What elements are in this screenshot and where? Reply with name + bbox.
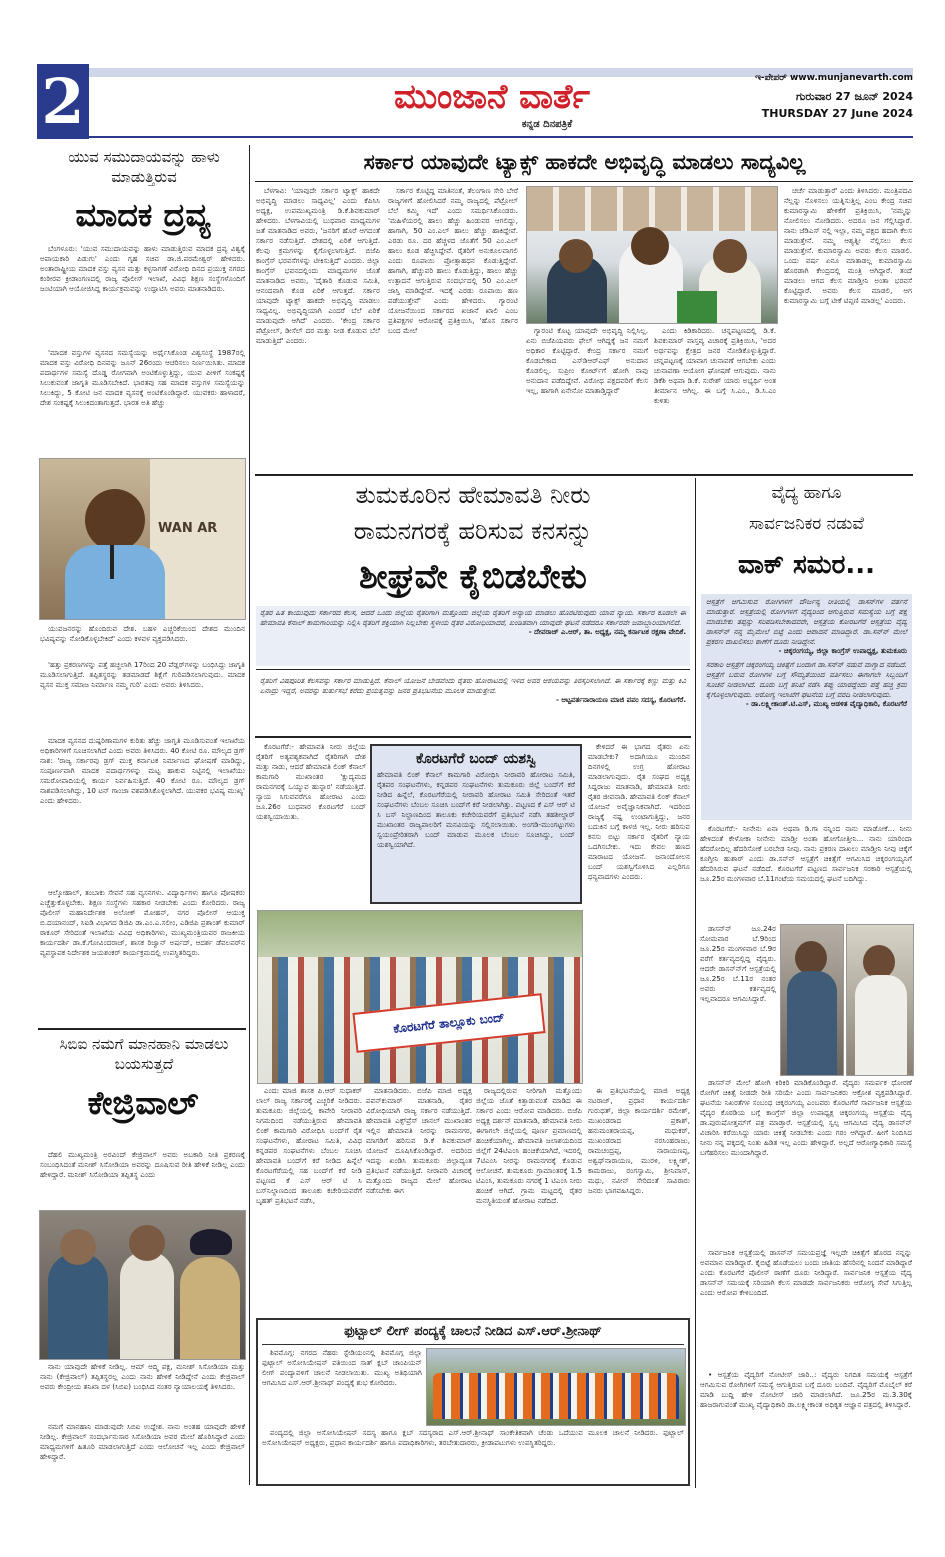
- football-bottom-text: ಪಂದ್ಯದಲ್ಲಿ ಜಿಲ್ಲಾ ಅಸೋಸಿಯೇಷನ್ ಸದಸ್ಯ ಹಾಗೂ ಕ್ಲಬ್ ಸದಸ್ಯರಾದ ಎಸ್.ಆರ್.ಶ್ರೀನಾಥ್ ಸಾಂಕೇತಿಕವಾಗಿ ಚೆಂಡು ಒದೆಯುವ ಮೂಲಕ ಚಾಲನೆ ನೀಡಿದರು. ಫುಟ್ಬಾಲ್ ಅಸೋಸಿಯೇಷನ್ ಅಧ್ಯಕ್ಷರು, ಪ್ರಧಾನ ಕಾರ್ಯದರ್ಶಿ ಹಾಗೂ ಪದಾಧಿಕಾರಿಗಳು, ತರಬೇತುದಾರರು, ಕ್ರೀಡಾಪಟುಗಳು ಉಪಸ್ಥಿತರಿದ್ದರು.: [262, 1428, 684, 1447]
- kejriwal-body-1: [40, 1150, 245, 1205]
- tax-col-4-text: ಚರ್ಚೆ ಮಾಡುತ್ತಾರೆ' ಎಂದು ತಿಳಿಸಿದರು. ಮಂತ್ರಿಪದವಿ ನೆಲ್ಲನ್ನು ನೊಳಿಸಲು ಯತ್ನಿಸುತ್ತಿಲ್ಲ ಎಂಬ ಕೇಂದ್ರ ಸಚಿವ ಕುಮಾರಸ್ವಾಮಿ ಹೇಳಿಕೆಗೆ ಪ್ರತಿಕ್ರಿಯಿಸಿ, 'ನಮ್ಮನ್ನು ನೋಲಿಸಲು ನೋಡಿದರು. ಅದರೂ ಜನ ಗೆಲ್ಲಿಸಿದ್ದಾರೆ. ನಾನು ಜೆಡಿಎಸ್ ನಲ್ಲಿ ಇಲ್ಲಾ, ನಮ್ಮ ಪಕ್ಷದ ಹದಾಗಿ ಕೆಲಸ ಮಾಡುತ್ತೇನೆ. ನಮ್ಮ ಆಶ್ಯತ್ನೀ ನೆಲ್ಲಿಸಲು ಕೆಲಸ ಮಾಡುತ್ತೇನೆ. ಕುಮಾರಸ್ವಾಮಿ ಅವರು ಕೆಲಸ ಮಾಡಲಿ. ಒಂದು ವರ್ಷ ಏನೂ ಮಾತಾಡಲ್ಲ ಕುಮಾರಸ್ವಾಮಿ ಹೊರಡಾಗಿ ಕೇಂದ್ರದಲ್ಲಿ ಮಂತ್ರಿ ಆಗಿದ್ದಾರೆ. ತಂದೆ ಮಾಡಲು ಆಗದ ಕೆಲಸ ಮಾಡ್ತೀನಿ ಅಂತಾ ಭರವಸೆ ಕೊಟ್ಟಿದ್ದಾರೆ. ಅವರು ಕೆಲಸ ಮಾಡಲಿ, ಆಗ ಕುಮಾರಸ್ವಾಮಿ ಬಗ್ಗೆ ಟೀಕೆ ಟಿಪ್ಪಣಿ ಮಾಡಲ್ಲ' ಎಂದರು.: [784, 186, 912, 305]
- madaka-body-4: [40, 660, 245, 732]
- madaka-para-2: 'ಮಾದಕ ವಸ್ತುಗಳ ವ್ಯಸನದ ಸಮಸ್ಯೆಯನ್ನು ಅರ್ಥೈಸಿಕೊಂಡ ವಿಶ್ವಸಂಸ್ಥೆ 1987ರಲ್ಲಿ ಮಾದಕ ವಸ್ತು ವಿರೋಧಿ ದಿನವನ್ನು ಜೂನ್ 26ರಂದು ಆಚರಿಸಲು ನಿರ್ಣಯಿಸಿತು. ಮಾದಕ ಪದಾರ್ಥಗಳ ಸಮಸ್ಯೆ ದೊಡ್ಡ ರೋಗವಾಗಿ ಅಂಟಿಕೊಳ್ಳುತ್ತಿದ್ದು, ಯುವ ಪೀಳಿಗೆ ಸಂಕಷ್ಟಕ್ಕೆ ಸಿಲುಕುವಂತೆ ಜಾಗೃತಿ ಮೂಡಿಸಬೇಕಿದೆ. ಭಾರತವು ಸಹ ಮಾದಕ ವಸ್ತುಗಳ ಸಮಸ್ಯೆಯನ್ನು ಸಿಲುಕಿದ್ದು, 5 ಕೋಟಿ ಜನ ಮಾದಕ ವ್ಯಸನಕ್ಕೆ ಅಂಟಿಕೊಂಡಿದ್ದಾರೆ. ಯುವಕರು ಹಾಳಾದರೆ, ದೇಶ ಸಂಕಷ್ಟಕ್ಕೆ ಸಿಲುಕಿದಂತಾಗುತ್ತದೆ. ಭಾರತ ಅತಿ ಹೆಚ್ಚು: [40, 348, 245, 407]
- kejriwal-para-3: ನಮಗೆ ಮಾನಹಾನಿ ಮಾಡುವುದೇ ಸಿಬಿಐ ಉದ್ದೇಶ. ನಾನು ಅಂತಹ ಯಾವುದೇ ಹೇಳಿಕೆ ನೀಡಿಲ್ಲ. ಕೇಜ್ರಿವಾಲ್ ಸಂದರ್ಭಾನುಸಾರ ಸಿಸೋಡಿಯಾ ಅವರ ಮೇಲೆ ಹೊರಿಸಿದ್ದಾರೆ ಎಂದು ಮಾಧ್ಯಮಗಳಿಗೆ ಹಿತೂರಿ ಮಾಡಲಾಗುತ್ತಿದೆ ಎಂದು ಆಲೋಚನೆ ಇಲ್ಲ ಎಂದು ಕೇಜ್ರಿವಾಲ್ ಹೇಳಿದ್ದಾರೆ.: [40, 1422, 245, 1461]
- football-headline: ಫುಟ್ಬಾಲ್ ಲೀಗ್ ಪಂದ್ಯಕ್ಕೆ ಚಾಲನೆ ನೀಡಿದ ಎಸ್.ಆರ್.ಶ್ರೀನಾಥ್: [262, 1320, 684, 1345]
- vaidya-body-2-text: ಡಾಸನ್‌ನ್ ಮೇಲೆ ಹೋಗಿ ಕಿರಿಕಿರಿ ಮಾಡಿಕೊಂಡಿದ್ದಾರೆ. ವೈದ್ಯರು ಸಮರ್ಪಕ ಧೋರಣೆ ರೋಗಿಗೆ ಚಿಕಿತ್ಸೆ ನೀಡದೇ ರೀತಿ ಸರಿಯೇ ಎಂದು ಸಾರ್ವಜನಿಕರು ಆಕ್ರೋಶ ವ್ಯಕ್ತಪಡಿಸಿದ್ದಾರೆ. ಘಟನೆಯ ನಿಖರತೆಗಳ ಸಂಬಂಧ ಚಿಕ್ಕರಂಗಯ್ಯ ಎಂಬವರು ಕೊರಟಗೆರೆ ಸಾರ್ವಜನಿಕ ಆಸ್ಪತ್ರೆಯ ವೈದ್ಯರ ಕೊಠಡಿಯ ಬಗ್ಗೆ ಕಾಂಗ್ರೆಸ್ ಜಿಲ್ಲಾ ಉಪಾಧ್ಯಕ್ಷ ಚಿಕ್ಕರಂಗಯ್ಯ ಆಸ್ಪತ್ರೆಯ ವೈದ್ಯ ಡಾ.ಪುರುಷೋತ್ತಮ್‌ಗೆ ಪತ್ರ ಮಾಡ್ತಾರೆ. ಆಸ್ಪತ್ರೆಯಲ್ಲಿ ಸ್ವಲ್ಪ ಆಗಮಿಸಿದ ವೈದ್ಯ ಡಾಸನ್‌ನ್ ವಿಚಾರಿಸಿ ಕರೆಯಿಸಿದ್ದು ಯಾರು ಚಿಕಿತ್ಸೆ ನೀಡಬೇಕು ಎಂದು ಗರಂ ಆಗಿದ್ದಾರೆ. ಹೀಗೆ ನಿಂದಿಸಿದ ನೀನು ನನ್ನ ಪಕ್ಕದಲ್ಲಿ ನಿಂತು ಹಿಡಿತ ಇಲ್ಲ ಎಂದು ಹೇಳಿದ್ದಾರೆ. ಅಲ್ಲದೆ ಆರೋಗ್ಯಾಧಿಕಾರಿ ಸಮಸ್ಯೆ ಬಗೆಹರಿಸಲು ಮುಂದಾಗಿದ್ದಾರೆ.: [700, 1078, 912, 1157]
- patient-head: [863, 945, 895, 979]
- vaidya-body-4: [700, 1370, 912, 1486]
- vaidya-body-4-text: • ಆಸ್ಪತ್ರೆಯ ವೈದ್ಯರಿಗೆ ನೋಟೀಸ್ ಜಾರಿ..: ವೈದ್ಯರು ನಿಗದಿತ ಸಮಯಕ್ಕೆ ಆಸ್ಪತ್ರೆಗೆ ಆಗಮಿಸುವ ರೋಗಿಗಳಿಗೆ ಸಮಸ್ಯೆ ಆಗುತ್ತಿರುವ ಬಗ್ಗೆ ದೂರು ಬಂದಿವೆ. ವೈದ್ಯರಿಗೆ ಮೊಬೈಲ್ ಕರೆ ಮಾಡಿ ಬುದ್ದಿ ಹೇಳಿ ನೋಟೀಸ್ ಜಾರಿ ಮಾಡಲಾಗಿದೆ. ಜೂ.25ರ ಮ.3.30ಕ್ಕೆ ಹಾಜರಾಗುವಂತೆ ಮುಖ್ಯ ವೈದ್ಯಾಧಿಕಾರಿ ಡಾ.ಲಕ್ಷ್ಮೀಕಾಂತ ಅಧಿಕೃತ ಆಜ್ಞಾನ ಪತ್ರದಲ್ಲಿ ತಿಳಿಸಿದ್ದಾರೆ.: [700, 1370, 912, 1409]
- masthead: [37, 64, 913, 139]
- bandh-body-right: [588, 742, 690, 1080]
- speaker-left-head: [559, 239, 593, 273]
- bandh-under-c3: [476, 1086, 582, 1314]
- tax-bottom-rule: [255, 474, 913, 476]
- kejriwal-body-3: [40, 1422, 245, 1488]
- bandh-under-c3-text: ರಾಜ್ಯದಲ್ಲಿರುವ ನೀರಿಗಾಗಿ ಮತ್ತೊಂದು ಜಿಲ್ಲೆಯ ಜೊತೆ ಕಿತ್ತಾಡುವಂತೆ ಮಾಡಿದ ಈ ಸರ್ಕಾರ ಎಂದು ಆರೋಪ ಮಾಡಿದರು. ಬಿಜೆಪಿ ಅಧ್ಯಕ್ಷ ದರ್ಶನ್ ಮಾತನಾಡಿ, ಹೇಮಾವತಿ ನೀರು ಈಗಾಗಲೇ ಜಿಲ್ಲೆಯಲ್ಲಿ ಪೂರ್ಣ ಪ್ರಮಾಣದಲ್ಲಿ ಹಂಚಿಕೆಯಾಗಿಲ್ಲ. ಹೇಮಾವತಿ ಜಲಾಶಯದಿಂದ ಜಿಲ್ಲೆಗೆ 24ಟಿಎಂಸಿ ಹಂಚಿಕೆಯಾಗಿದೆ, ಇದರಲ್ಲಿ 7ಟಿಎಂಸಿ ನೀರನ್ನು ರಾಮನಗರಕ್ಕೆ ಕೊಡುವ ಆಲೋಚನೆ. ತುಮಕೂರು ಗ್ರಾಮಾಂತರಕ್ಕೆ 1.5 ಟಿಎಂಸಿ, ತುಮಕೂರು ನಗರಕ್ಕೆ 1 ಟಿಎಂಸಿ ನೀರು ಹಂಚಿಕೆ ಆಗಿದೆ. ಗ್ರಾಮ ಮಟ್ಟದಲ್ಲಿ ರೈತರ ಮನಸ್ಥಿತಿಯಂತೆ ಹೋರಾಟ ನಡೆದಿದೆ.: [476, 1086, 582, 1205]
- doctor-body: [787, 971, 837, 1075]
- madaka-para-4: 'ಹತ್ತು ಪ್ರಕರಣಗಳನ್ನು ಪತ್ತೆ ಹಚ್ಚಲಾಗಿ 17ರಿಂದ 20 ಪೆಡ್ಲರ್‌ಗಳನ್ನು ಬಂಧಿಸಿದ್ದು ಜಾಗೃತಿ ಮೂಡಿಸಲಾಗುತ್ತಿದೆ. ತಪ್ಪಿತಸ್ಥರನ್ನು ತಡಮಾಡದೆ ಶಿಕ್ಷೆಗೆ ಗುರಿಪಡಿಸಲಾಗುವುದು. ಮಾದಕ ವ್ಯಸನ ಮುಕ್ತ ಸಮಾಜ ನಿರ್ಮಾಣ ನಮ್ಮ ಗುರಿ' ಎಂದು ಅವರು ತಿಳಿಸಿದರು.: [40, 660, 245, 689]
- person-3: [180, 1257, 240, 1359]
- person-1-head: [60, 1229, 96, 1265]
- hemavathi-quote-1: ರೈತರ ಹಿತ ಕಾಯುವುದು ಸರ್ಕಾರದ ಕೆಲಸ, ಆದರೆ ಒಂದು ಜಿಲ್ಲೆಯ ರೈತರಿಗಾಗಿ ಮತ್ತೊಂದು ಜಿಲ್ಲೆಯ ರೈತರಿಗೆ ಅನ್ಯಾಯ ಮಾಡಲು ಹೊರಟಿರುವುದು ಯಾವ ನ್ಯಾಯ. ಸರ್ಕಾರ ಕೂಡಲೇ ಈ ಹೇಮಾವತಿ ಕೆನಾಲ್ ಕಾಮಗಾರಿಯನ್ನು ನಿಲ್ಲಿಸಿ ರೈತರಿಗೆ ಶಕ್ತಿಯಾಗಿ ನಿಲ್ಲಬೇಕು ಸ್ಥಳೀಯ ರೈತರ ವಿರೋಧಿಯಾದರೆ, ಖಂಡಿತವಾಗಿ ಯಾವುದೇ ಘಟನೆ ನಡೆದರೂ ಸರ್ಕಾರವೇ ಜವಾಬ್ದಾರಿಯಾಗಲಿದೆ.: [260, 608, 686, 627]
- hemavathi-sig-1: - ದೇವರಾಜ್ ಎ.ಆರ್, ತಾ. ಅಧ್ಯಕ್ಷ, ನಮ್ಮ ಕರ್ನಾಟಕ ರಕ್ಷಣಾ ವೇದಿಕೆ.: [528, 628, 686, 636]
- kejriwal-para-2: ನಾನು ಯಾವುದೇ ಹೇಳಿಕೆ ನೀಡಿಲ್ಲ. ಆಮ್ ಆದ್ಮಿ ಪಕ್ಷ, ಮನೀಶ್ ಸಿಸೋಡಿಯಾ ಮತ್ತು ನಾನು (ಕೇಜ್ರಿವಾಲ್) ತಪ್ಪಿತಸ್ಥರಲ್ಲ ಎಂದು ನಾನು ಹೇಳಿಕೆ ನೀಡಿದ್ದೇನೆ ಎಂದು ಕೇಜ್ರಿವಾಲ್ ಅವರು ಕೇಂದ್ರೀಯ ತನಿಖಾ ದಳ (ಸಿಬಿಐ) ಬಂಧಿಸಿದ ನಂತರ ನ್ಯಾಯಾಲಯಕ್ಕೆ ತಿಳಿಸಿದರು.: [40, 1362, 245, 1391]
- photo-caption-text: WAN AR: [158, 521, 218, 536]
- hemavathi-bottom-rule: [255, 736, 691, 738]
- hemavathi-headline-3: ಶೀಘ್ರವೇ ಕೈಬಿಡಬೇಕು: [359, 557, 587, 597]
- tax-col-3b-text: ಎಂದು ಕಿಡಿಕಾರಿದರು. ಚನ್ನಪಟ್ಟಣದಲ್ಲಿ ಡಿ.ಕೆ. ಶಿವಕುಮಾರ್ ವಾಸ್ತವ್ಯ ವಿಚಾರಕ್ಕೆ ಪ್ರತಿಕ್ರಿಯಿಸಿ, 'ಅದರ ಅರ್ಥವನ್ನು ಕ್ಷೇತ್ರದ ಜನರ ನೋಡಿಕೊಳ್ಳುತ್ತಿದ್ದಾರೆ. ಚನ್ನಪಟ್ಟಣಕ್ಕೆ ಯಾವಾಗ ಚುನಾವಣೆ ಆಗಬೇಕು ಎಂದು ಚುನಾವಣಾ ಆಯೋಗ ಘೋಷಣೆ ಆಗುವುದು. ನಾನು ಡಿಕೆಶಿ ಅಥವಾ ಡಿ.ಕೆ. ಸುರೇಶ್ ಯಾರು ಅಭ್ಯರ್ಥಿ ಅಂತ ತೀರ್ಮಾನ ಆಗಿಲ್ಲ. ಈ ಬಗ್ಗೆ ಸಿ.ಎಂ., ಡಿ.ಸಿ.ಎಂ ಕುಳಿತು: [654, 326, 776, 405]
- parameshwar-photo: [39, 458, 246, 620]
- vaidya-headline-1: ವೈದ್ಯ ಹಾಗೂ: [771, 483, 842, 503]
- kejriwal-headline: ಕೇಜ್ರಿವಾಲ್: [87, 1084, 199, 1122]
- madaka-body-2: [40, 348, 245, 453]
- kejriwal-body-2: [40, 1362, 245, 1420]
- bandh-left-text: ಕೊರಟಗೆರೆ:- ಹೇಮಾವತಿ ನೀರು ಜಿಲ್ಲೆಯ ರೈತರಿಗೆ ಅತ್ಯವಶ್ಯಕವಾಗಿದೆ ರೈತರಿಗಾಗಿ ದೇಶ ಮತ್ತು ನಾಡು, ಆದರೆ ಹೇಮಾವತಿ ಲಿಂಕ್ ಕೆನಾಲ್ ಕಾಮಗಾರಿ ಮುಖಾಂತರ 'ಕ್ಷುದ್ಯಮದ ರಾಮನಗರಕ್ಕೆ ಒಯ್ಯುವ ಹುನ್ನಾರ' ನಡೆಯುತ್ತಿದೆ. ನ್ಯಾಯ ಸಿಗುವವರೆಗೂ ಹೋರಾಟ ಎಂದು ಜೂ.26ರ ಬುಧವಾರ ಕೊರಟಗೆರೆ ಬಂದ್ ಯಶಸ್ವಿಯಾಯಿತು.: [256, 742, 366, 821]
- microphone-icon: [110, 545, 114, 579]
- tax-col-3a: [526, 326, 648, 468]
- madaka-para-1: ಬೆಂಗಳೂರು: 'ಯುವ ಸಮುದಾಯವನ್ನು ಹಾಳು ಮಾಡುತ್ತಿರುವ ಮಾದಕ ದ್ರವ್ಯ ವಿಶ್ವಕ್ಕೆ ಅಪಾಯಕಾರಿ ಪಿಡುಗು' ಎಂದು ಗೃಹ ಸಚಿವ ಡಾ.ಜಿ.ಪರಮೇಶ್ವರ್ ಹೇಳಿದರು. ಅಂತಾರಾಷ್ಟ್ರೀಯ ಮಾದಕ ವಸ್ತು ವ್ಯಸನ ಮತ್ತು ಕಳ್ಳಸಾಗಣೆ ವಿರೋಧಿ ದಿನದ ಪ್ರಯುಕ್ತ ನಗರದ ಕಂಠೀರವ ಕ್ರೀಡಾಂಗಣದಲ್ಲಿ ರಾಜ್ಯ ಪೊಲೀಸ್ ಇಲಾಖೆ, ವಿವಿಧ ಶಿಕ್ಷಣ ಸಂಸ್ಥೆಗಳೊಂದಿಗೆ ಜಂಟಿಯಾಗಿ ಆಯೋಜಿಸಿದ್ದ ಕಾರ್ಯಕ್ರಮವನ್ನು ಉದ್ಘಾಟಿಸಿ ಅವರು ಮಾತನಾಡಿದರು.: [40, 244, 245, 293]
- doctor-head: [795, 941, 827, 975]
- speaker-shirt: [65, 545, 165, 619]
- madaka-para-6: ಆಲ್ಕೋಹಾಲ್, ತಂಬಾಕು ಸೇವನೆ ಸಹ ವ್ಯಸನಗಳು. ವಿದ್ಯಾರ್ಥಿಗಳು ಹಾಗೂ ಪೋಷಕರು ಎಚ್ಚೆತ್ತುಕೊಳ್ಳಬೇಕು. ಶಿಕ್ಷಣ ಸಂಸ್ಥೆಗಳು ಸಹಕಾರ ನೀಡಬೇಕು ಎಂದು ಕೋರಿದರು. ರಾಜ್ಯ ಪೊಲೀಸ್ ಮಹಾನಿರ್ದೇಶಕ ಅಲೋಕ್ ಮೋಹನ್, ನಗರ ಪೊಲೀಸ್ ಆಯುಕ್ತ ಬಿ.ದಯಾನಂದ್, ಸಿಐಡಿ ವಿಭಾಗದ ಡಿಜಿಪಿ ಡಾ.ಎಂ.ಎ.ಸಲೀಂ, ಎಡಿಜಿಪಿ ಪ್ರಶಾಂತ್ ಕುಮಾರ್ ಠಾಕೂರ್ ಸೇರಿದಂತೆ ಇಲಾಖೆಯ ವಿವಿಧ ಅಧಿಕಾರಿಗಳು, ಮುಖ್ಯಮಂತ್ರಿಯವರ ರಾಜಕೀಯ ಕಾರ್ಯದರ್ಶಿ ಡಾ.ಕೆ.ಗೋವಿಂದರಾಜ್, ಶಾಸಕ ರಿಜ್ವಾನ್ ಅರ್ಷದ್, ಆದರ್ಶ ಡೆವಲಪರ್‌ನ ವ್ಯವಸ್ಥಾಪಕ ನಿರ್ದೇಶಕ ಜಯಶಂಕರ್ ಕಾರ್ಯಕ್ರಮದಲ್ಲಿ ಉಪಸ್ಥಿತರಿದ್ದರು.: [40, 888, 245, 957]
- protest-banner-text: ಕೊರಟಗೆರೆ ತಾಲ್ಲೂಕು ಬಂದ್: [392, 1010, 506, 1036]
- police-cap: [190, 1229, 232, 1255]
- hemavathi-headline-1: ತುಮಕೂರಿನ ಹೇಮಾವತಿ ನೀರು: [355, 481, 591, 509]
- col-divider-right: [695, 478, 696, 1488]
- vaidya-body-3: [700, 1248, 912, 1366]
- masthead-logo: ಮುಂಜಾನೆ ವಾರ್ತೆ: [394, 77, 590, 117]
- vaidya-body-1: [700, 824, 912, 920]
- kejriwal-para-1: ದೆಹಲಿ ಮುಖ್ಯಮಂತ್ರಿ ಅರವಿಂದ್ ಕೇಜ್ರಿವಾಲ್ ಅವರು ಅಬಕಾರಿ ನೀತಿ ಪ್ರಕರಣಕ್ಕೆ ಸಂಬಂಧಿಸಿದಂತೆ ಮನೀಶ್ ಸಿಸೋಡಿಯಾ ಅವರನ್ನು ದೂಷಿಸುವ ರೀತಿ ಹೇಳಿಕೆ ನೀಡಿಲ್ಲ ಎಂದು ಹೇಳಿದ್ದಾರೆ. ಮನೀಶ್ ಸಿಸೋಡಿಯಾ ತಪ್ಪಿತಸ್ಥ ಎಂದು: [40, 1150, 245, 1179]
- vaidya-body-3-text: ಸಾರ್ವಜನಿಕ ಆಸ್ಪತ್ರೆಯಲ್ಲಿ ಡಾಸನ್‌ನ್ ಸಮಯಪ್ರಜ್ಞೆ ಇಲ್ಲದೇ ಚಿಕಿತ್ಸೆಗೆ ಹೊರದ ನನ್ನನ್ನು ಅವಮಾನ ಮಾಡಿದ್ದಾರೆ. ಕೈಬಿಟ್ಟೆ ಹೊಡೆಯಲು ಬಂದು ಜಾತಿಯ ಹೆಸರಿನಲ್ಲಿ ನಿಂದನೆ ಮಾಡಿದ್ದಾರೆ ಎಂದು ಕೊರಟಗೆರೆ ಪೊಲೀಸ್ ಠಾಣೆಗೆ ದೂರು ನೀಡಿದ್ದಾರೆ. ಸಾರ್ವಜನಿಕ ಆಸ್ಪತ್ರೆಯ ವೈದ್ಯ ಡಾಸನ್‌ನ್ ಸಮಯಕ್ಕೆ ಸರಿಯಾಗಿ ಕೆಲಸ ಮಾಡದೇ ಸಾರ್ವಜನಿಕರು ಆರೋಗ್ಯ ಸೇವೆ ಸಿಗುತ್ತಿಲ್ಲ ಎಂದು ಆರೋಪ ಕೇಳಿಬಂದಿದೆ.: [700, 1248, 912, 1297]
- banner-portraits: [527, 187, 777, 231]
- page-number: 2: [41, 65, 85, 138]
- hemavathi-headline-2: ರಾಮನಗರಕ್ಕೆ ಹರಿಸುವ ಕನಸನ್ನು: [353, 517, 593, 545]
- kejriwal-photo: [39, 1210, 246, 1360]
- tax-col-2-text: ಸರ್ಕಾರ ಕೊಟ್ಟಿದ್ದ ಮಾತಿನಂತೆ, ತೆಲಂಗಾಣ ಸೇರಿ ಬೇರೆ ರಾಜ್ಯಗಳಿಗೆ ಹೋಲಿಸಿದರೆ ನಮ್ಮ ರಾಜ್ಯದಲ್ಲಿ ಪೆಟ್ರೋಲ್ ಬೆಲೆ ಕಮ್ಮಿ ಇದೆ' ಎಂದು ಸಮರ್ಥಿಸಿಕೊಂಡರು. 'ಮಹಿಳೆಯರಲ್ಲಿ ಹಾಲು ಹೆಚ್ಚು ಹಿಂಡುವರ ಆಗಲಿದ್ದು, ಹಾಗಾಗಿ, 50 ಎಂ.ಎಲ್ ಹಾಲು ಹೆಚ್ಚು ಹಾಕಿದ್ದೇವೆ. ಎರಡು ರೂ. ದರ ಹೆಚ್ಚಳದ ಜೊತೆಗೆ 50 ಎಂ.ಎಲ್ ಹಾಲು ಕೂಡ ಹೆಚ್ಚಿಸಿದ್ದೇವೆ. ರೈತರಿಗೆ ಅನುಕೂಲವಾಗಲಿ ಎಂದು ರೂಪಾಯಿ ಪ್ರೋತ್ಸಾಹಧನ ಕೊಡುತ್ತಿದ್ದೇವೆ. ಹಾಗಾಗಿ, ಹೆಚ್ಚುವರಿ ಹಾಲು ಕೊಡುತ್ತಿದ್ದು, ಹಾಲು ಹೆಚ್ಚು ಉತ್ಪಾದನೆ ಆಗುತ್ತಿರುವ ಸಂದರ್ಭದಲ್ಲಿ 50 ಎಂ.ಎಲ್ ಜಾಸ್ತಿ ಮಾಡಿದ್ದೇವೆ. ಇದಕ್ಕೆ ಎರಡು ರೂಪಾಯಿ ಹಣ ಪಡೆಯುತ್ತೇವೆ' ಎಂದು ಹೇಳಿದರು. ಗ್ಯಾರಂಟಿ ಯೋಜನೆಯಿಂದ ಸರ್ಕಾರದ ಖಜಾನೆ ಖಾಲಿ ಎಂಬ ಪ್ರತಿಪಕ್ಷಗಳ ಆರೋಪಕ್ಕೆ ಪ್ರತಿಕ್ರಿಯಿಸಿ, 'ಹೊಸ ಸರ್ಕಾರ ಬಂದ ಮೇಲೆ: [388, 186, 518, 335]
- madaka-body-5: [40, 736, 245, 886]
- bandh-box: [370, 744, 582, 904]
- person-1: [48, 1253, 108, 1359]
- football-body-bottom: [262, 1428, 684, 1484]
- patient-body: [855, 975, 907, 1075]
- green-shawl: [677, 291, 717, 323]
- bandh-under-c4-text: ಈ ಪ್ರತಿಭಟನೆಯಲ್ಲಿ ಮಾಜಿ ಅಧ್ಯಕ್ಷ ನಟರಾಜ್, ಪ್ರಧಾನ ಕಾರ್ಯದರ್ಶಿ ಗುರುಧತ್, ಜಿಲ್ಲಾ ಕಾರ್ಯದರ್ಶಿ ರಮೇಶ್, ಮುಖಂಡರಾದ ಪ್ರಕಾಶ್, ಹನುಮಂತರಾಯಪ್ಪ, ಮಧುಕರ್, ಮುಖಂಡರಾದ ನರಸಿಂಹರಾಜು, ರಾಮಚಂದ್ರಪ್ಪ, ನಾರಾಯಣಪ್ಪ, ಅಶ್ವಥ್‌ನಾರಾಯಣ, ಮುರಳಿ, ಲಕ್ಷ್ಮೀಶ್, ಕಾಮರಾಜು, ರಂಗಸ್ವಾಮಿ, ಶ್ರೀನಿವಾಸ್, ಮಧು, ನವೀನ್ ಸೇರಿದಂತೆ ಸಾವಿರಾರು ಜನರು ಭಾಗವಹಿಸಿದ್ದರು.: [588, 1086, 690, 1195]
- vaidya-sig-1: - ಚಿಕ್ಕರಂಗಯ್ಯ, ಜಿಲ್ಲಾ ಕಾಂಗ್ರೆಸ್ ಉಪಾಧ್ಯಕ್ಷ, ತುಮಕೂರು: [778, 647, 907, 655]
- bandh-protest-photo: [257, 910, 583, 1084]
- dks-press-photo: [526, 186, 778, 324]
- football-box: [256, 1318, 690, 1486]
- tax-col-4: [784, 186, 912, 468]
- left-section-divider: [38, 1028, 246, 1030]
- tax-col-3a-text: ಗ್ಯಾರಂಟಿ ಕೊಟ್ಟ ಯಾವುದೇ ಅಭಿವೃದ್ಧಿ ನಿಲ್ಲಿಸಿಲ್ಲ. ಏನು ಬಿಜೆಪಿಯವರು ಫೇಲ್ ಆಗಿದ್ದಕ್ಕೆ ಜನ ನಮಗೆ ಅಧಿಕಾರ ಕೊಟ್ಟಿದ್ದಾರೆ. ಕೇಂದ್ರ ಸರ್ಕಾರ ನಮಗೆ ಕೊಡಬೇಕಾದ ಎಸ್‌ಡಿಆರ್‌ಎಫ್ ಅನುದಾನ ಕೊಡಲಿಲ್ಲ. ಸುಪ್ರೀಂ ಕೋರ್ಟ್‌ಗೆ ಹೋಗಿ ನಾವು ಅನುದಾನ ಪಡೆದಿದ್ದೇವೆ. ವಿರೋಧ ಪಕ್ಷದವರಿಗೆ ಕೆಲಸ ಇಲ್ಲ, ಹಾಗಾಗಿ ಏನೇನೋ ಮಾತಾಡ್ತಿದ್ದಾರೆ': [526, 326, 648, 395]
- epaper-url: ಇ-ಪೇಪರ್ www.munjanevarth.com: [755, 73, 913, 83]
- tax-headline-rule: [255, 181, 913, 182]
- speaker-head: [85, 489, 145, 551]
- kejriwal-kicker: ಸಿಬಿಐ ನಮಗೆ ಮಾನಹಾನಿ ಮಾಡಲು ಬಯಸುತ್ತದೆ: [59, 1035, 229, 1073]
- madaka-headline: ಮಾದಕ ದ್ರವ್ಯ: [75, 196, 211, 234]
- hemavathi-sig-2: - ಆಟ್ಟವರ್ತನಾರಾಯಣ ಮಾಜಿ ಪಪಂ ಸದಸ್ಯ, ಕೊರಟಗೆರೆ.: [556, 696, 686, 704]
- vaidya-body-1-text: ಕೊರಟಗೆರೆ:- ನೀನೇನು ಏನಾ ಅಥವಾ ಡಿ.ಗಾ ನನ್ನಿಂದ ನಾನು ಮಾಡೋಕೆ... ನೀನು ಹೇಳಿದಂತೆ ಕೇಳೋಕಾ ನೀನೇನು ಮಾಡ್ತೀ ಅಂತಾ ಹೋಗೋತ್ತೀನಿ... ನಾನು ಯಾರಿಂದಾ ಹೆದರೋದಿಲ್ಲ ಹೆದರಿಸೋಕೆ ಬರಬೇಡ ನೀವು. ನಾನು ಪ್ರಕರಣ ದಾಖಲು ಮಾಡ್ತೀನಿ ನೀವು ಚಿಕ್ಕೆಗೆ ಕೂಗ್ತೀನಿ ಹುಶಾರ್ ಎಂದು ಡಾ.ಸನ್‌ನ್ ಆಸ್ಪತ್ರೆಗೆ ಚಿಕಿತ್ಸೆಗೆ ಆಗಮಿಸಿದ ಚಿಕ್ಕರಂಗಯ್ಯನಿಗೆ ಹೆದರಿಸಿರುವ ಘಟನೆ ನಡೆದಿದೆ. ಕೊರಟಗೆರೆ ಪಟ್ಟಣದ ಸಾರ್ವಜನಿಕ ಸರಕಾರಿ ಆಸ್ಪತ್ರೆಯಲ್ಲಿ ಜೂ.25ರ ಮಂಗಳವಾರ ಬೆ.11ಗಂಟೆಯ ಸಮಯದಲ್ಲಿ ಘಟನೆ ಬದಿಗಿದ್ದು.: [700, 824, 912, 883]
- person-2: [120, 1251, 174, 1359]
- page-number-box: [37, 64, 89, 139]
- tax-col-3b: [654, 326, 776, 468]
- football-team-photo: [426, 1348, 686, 1426]
- speaker-dks-head: [631, 227, 669, 265]
- madaka-body-1: [40, 244, 245, 334]
- madaka-para-3: ಯುವಜನರನ್ನು ಹೊಂದಿರುವ ದೇಶ. ಬಹಳ ಎಚ್ಚರಿಕೆಯಿಂದ ದೇಶದ ಮುಂದಿನ ಭವಿಷ್ಯವನ್ನು ನೋಡಿಕೊಳ್ಳಬೇಕಿದೆ' ಎಂದು ಕಳವಳ ವ್ಯಕ್ತಪಡಿಸಿದರು.: [40, 624, 245, 643]
- madaka-para-5: ಮಾದಕ ವ್ಯಸನದ ದುಷ್ಪರಿಣಾಮಗಳ ಕುರಿತು ಹೆಚ್ಚು ಜಾಗೃತಿ ಮೂಡಿಸುವಂತೆ ಇಲಾಖೆಯ ಅಧಿಕಾರಿಗಳಿಗೆ ಸೂಚಿಸಲಾಗಿದೆ ಎಂದು ಅವರು ತಿಳಿಸಿದರು. 40 ಕೋಟಿ ರೂ. ಮೌಲ್ಯದ ಡ್ರಗ್ ನಾಶ: 'ರಾಜ್ಯ ಸರ್ಕಾರವು ಡ್ರಗ್ ಮುಕ್ತ ಕರ್ನಾಟಕ ನಿರ್ಮಾಣದ ಘೋಷಣೆ ಮಾಡಿದ್ದು, ಸಂಪೂರ್ಣವಾಗಿ ಮಾದಕ ಪದಾರ್ಥಗಳನ್ನು ಮಟ್ಟ ಹಾಕುವ ನಿಟ್ಟಿನಲ್ಲಿ ಇಲಾಖೆಯು ಸಮರೋಪಾದಿಯಲ್ಲಿ ಕಾರ್ಯ ನಿರ್ವಹಿಸುತ್ತಿದೆ. 40 ಕೋಟಿ ರೂ. ಮೌಲ್ಯದ ಡ್ರಗ್ ನಾಶಪಡಿಸಲಾಗಿದ್ದು, 10 ಟನ್ ಗಾಂಜಾ ವಶಪಡಿಸಿಕೊಳ್ಳಲಾಗಿದೆ. ಯುವಕರ ಭವಿಷ್ಯ ಮುಖ್ಯ' ಎಂದು ಹೇಳಿದರು.: [40, 736, 245, 805]
- date-kannada: ಗುರುವಾರ 27 ಜೂನ್ 2024: [795, 90, 913, 103]
- football-body-left: [262, 1348, 422, 1424]
- bandh-body-left: [256, 742, 366, 908]
- bandh-box-body: ಹೇಮಾವತಿ ಲಿಂಕ್ ಕೆನಾಲ್ ಕಾಮಗಾರಿ ವಿರೋಧಿಸಿ ನೀರಾವರಿ ಹೋರಾಟ ಸಮಿತಿ, ರೈತಪರ ಸಂಘಟನೆಗಳು, ಕನ್ನಡಪರ ಸಂಘಟನೆಗಳು ತುಮಕೂರು ಜಿಲ್ಲೆ ಬಂದ್‌ಗೆ ಕರೆ ನೀಡಿದ ಹಿನ್ನೆಲೆ, ಕೊರಟಗೆರೆಯಲ್ಲಿ ನೀರಾವರಿ ಹೋರಾಟ ಸಮಿತಿ ಸೇರಿದಂತೆ ಇತರೆ ಸಂಘಟನೆಗಳು ಬೆಂಬಲ ಸೂಚಿಸಿ ಬಂದ್‌ಗೆ ಕರೆ ನೀಡಲಾಗಿತ್ತು. ಪಟ್ಟಣದ ಕೆ ಎಸ್ ಆರ್ ಟಿ ಸಿ ಬಸ್ ನಿಲ್ದಾಣದಿಂದ ತಾಲೂಕು ಕಚೇರಿಯವರೆಗೆ ಪ್ರತಿಭಟನೆ ನಡೆಸಿ ತಹಶೀಲ್ದಾರ್ ಮುಖಾಂತರ ರಾಜ್ಯಪಾಲರಿಗೆ ಮನವಿಯನ್ನು ಸಲ್ಲಿಸಲಾಯಿತು. ಅಂಗಡಿ-ಮುಂಗಟ್ಟುಗಳು ಸ್ವಯಂಪ್ರೇರಿತರಾಗಿ ಬಂದ್ ಮಾಡುವ ಮೂಲಕ ಬೆಂಬಲ ಸೂಚಿಸಿದ್ದು, ಬಂದ್ ಯಶಸ್ವಿಯಾಗಿದೆ.: [377, 770, 575, 849]
- vaidya-photo-left: [780, 924, 844, 1076]
- hemavathi-quote-rule: [256, 669, 690, 670]
- hemavathi-quote-2: ರೈತರಿಗೆ ವಿಷಪೂರಿತ ಕೆಲಸವನ್ನು ಸರ್ಕಾರ ಮಾಡುತ್ತಿದೆ. ಕೆನಾಲ್ ಯೋಜನೆ ಬೇಡವೆಂದು ರೈತರು ಹೋರಾಟದಲ್ಲಿ ಇಳಿದ ಅವರ ಆಶಯವನ್ನು ತಿರಸ್ಕರಿಸಲಾಗಿದೆ. ಈ ಸರ್ಕಾರಕ್ಕೆ ಕಣ್ಣು ಮತ್ತು ಕಿವಿ ಏನಾದ್ರು ಇದ್ದರೆ, ಅವರನ್ನು ತುರ್ತುಸಭೆ ಕರೆದು ಪ್ರಯತ್ನವನ್ನು ಜನರ ಪ್ರತಿಭಟನೆಯ ಮೂಲಕ ಮಾಡುತ್ತೇವೆ.: [260, 676, 686, 695]
- bandh-under-c2-text: ಮಾತನಾಡಿದರು. ಬಿಜೆಪಿ ಮಾಜಿ ಅಧ್ಯಕ್ಷ ಪವನ್‌ಕುಮಾರ್ ಮಾತನಾಡಿ, ರೈತರ ವಿರೋಧಿಯಾಗಿ ರಾಜ್ಯ ಸರ್ಕಾರ ನಡೆಯುತ್ತಿದೆ. ಹೇಮಾವತಿ ಎಕ್ಸ್‌ಪ್ರೆಸ್ ಚಾನಲ್ ಮುಖಾಂತರ ಇಲ್ಲಿನ ಹೇಮಾವತಿ ನೀರನ್ನು ರಾಮನಗರ, ಮಾಗಡಿಗೆ ಹರಿಸುವ ಡಿ.ಕೆ ಶಿವಕುಮಾರ್ ಯೋಜನೆ ದೂಷಿಸಿಕೊಂಡಿದ್ದಾರೆ. ಅದರಿಂದ ಇದನ್ನು ಖಂಡಿಸಿ ತುಮಕೂರು ಜಿಲ್ಲಾದ್ಯಂತ ಪ್ರತಿಭಟನೆ ನಡೆಯುತ್ತಿದೆ. ನೀರಾವರಿ ವಿಚಾರಕ್ಕೆ ಮತ್ತೊಂದು ರಾಜ್ಯದ ಮೇಲೆ ಹೋರಾಟ ನಡೆಸಬೇಕು ಈಗ: [366, 1086, 472, 1195]
- bandh-right-text: ಕೇಳಿದರೆ ಈ ಭಾಗದ ರೈತರು ಏನು ಮಾಡಬೇಕು? ಅದಾಗಿಯೂ ಮುಂದಿನ ದಿನಗಳಲ್ಲಿ ಉಗ್ರ ಹೋರಾಟ ಮಾಡಲಾಗುವುದು. ರೈತ ಸಂಘದ ಅಧ್ಯಕ್ಷ ಸಿದ್ದರಾಜು ಮಾತನಾಡಿ, ಹೇಮಾವತಿ ನೀರು ರೈತರ ಜೀವನಾಡಿ. ಹೇಮಾವತಿ ಲಿಂಕ್ ಕೆನಾಲ್ ಯೋಜನೆ ಅವೈಜ್ಞಾನಿಕವಾಗಿದೆ. ಇದರಿಂದ ರಾಜ್ಯಕ್ಕೆ ನಷ್ಟ ಉಂಟಾಗುತ್ತಿದ್ದು, ಜನರ ಬದುಕಿನ ಬಗ್ಗೆ ಕಾಳಜಿ ಇಲ್ಲ. ನೀರು ಹರಿಸುವ ಕನಸು ಬಿಟ್ಟು ಸರ್ಕಾರ ರೈತರಿಗೆ ನ್ಯಾಯ ಒದಗಿಸಬೇಕು. ಇದು ಕೇವಲ ಹಣದ ಮಾರಾಟದ ಯೋಜನೆ. ಜನಾಂದೋಲನ ಬಂದ್ ಯಶಸ್ವಿಗೊಳಿಸಿದ ಎಲ್ಲರಿಗೂ ಧನ್ಯವಾದಗಳು ಎಂದರು.: [588, 742, 690, 881]
- person-2-head: [129, 1225, 165, 1261]
- vaidya-sig-2: - ಡಾ.ಲಕ್ಷ್ಮೀಕಾಂತ್.ಟಿ.ಎಸ್, ಮುಖ್ಯ ಆಡಳಿತ ವೈದ್ಯಾಧಿಕಾರಿ, ಕೊರಟಗೆರೆ: [745, 700, 907, 708]
- football-left-text: ಶಿವಮೊಗ್ಗ: ನಗರದ ನೆಹರು ಸ್ಟೇಡಿಯಂನಲ್ಲಿ ಶಿವಮೊಗ್ಗ ಜಿಲ್ಲಾ ಫುಟ್ಬಾಲ್ ಅಸೋಸಿಯೇಷನ್ ವತಿಯಿಂದ ಸಾತ್ ಕ್ಲಬ್ ಚಾಂಪಿಯನ್ ಲೀಗ್ ಪಂದ್ಯಾವಳಿಗೆ ಚಾಲನೆ ನೀಡಲಾಯಿತು. ಮುಖ್ಯ ಅತಿಥಿಯಾಗಿ ಆಗಮಿಸಿದ ಎಸ್.ಆರ್.ಶ್ರೀನಾಥ್ ಪಂದ್ಯಕ್ಕೆ ಶುಭ ಕೋರಿದರು.: [262, 1348, 422, 1387]
- vaidya-headline-3: ವಾಕ್ ಸಮರ...: [738, 550, 875, 580]
- hemavathi-quote-box-2: [256, 674, 690, 732]
- players-row: [433, 1373, 679, 1419]
- madaka-body-6: [40, 888, 245, 1023]
- vaidya-quote-1: ಆಸ್ಪತ್ರೆಗೆ ಆಗಮಿಸುವ ರೋಗಿಗಳಿಗೆ ದೌರ್ಜನ್ಯ ರೀತಿಯಲ್ಲಿ ಡಾಸನ್‌ಗಳ ವರ್ತನೆ ಮಾಡುತ್ತಾರೆ. ಆಸ್ಪತ್ರೆಯಲ್ಲಿ ರೋಗಿಗಳಿಗೆ ವೈದ್ಯರಿಂದ ಆಗುತ್ತಿರುವ ಸಮಸ್ಯೆಯ ಬಗ್ಗೆ ಪಕ್ಷ ಮಾಡಬೇಕು ತಪ್ಪನ್ನು ಸರಿಪಡಿಸಬೇಕಾದವರೇ, ಆಸ್ಪತ್ರೆಯ ಕೋರಟಗೆರೆ ಆಸ್ಪತ್ರೆಯ ವೈದ್ಯ ಡಾಸನ್‌ನ್ ನನ್ನ ಮೈಮೇಲೆ ಬಿಟ್ಟೆ ಎಂದು ಆಪಾದನೆ ಮಾಡಿದ್ದಾರೆ. ಡಾ.ಸನ್‌ನ್ ಮೇಲೆ ಪ್ರಕರಣ ದಾಖಲಿಸಲು ಠಾಣೆಗೆ ದೂರು ನೀಡಿದ್ದೇನೆ.: [706, 597, 907, 646]
- bandh-under-c4: [588, 1086, 690, 1314]
- bandh-under-c2: [366, 1086, 472, 1314]
- vaidya-quote-box: [701, 594, 912, 820]
- speaker-right-head: [713, 239, 747, 273]
- col-divider-left: [249, 145, 250, 1485]
- tax-col-1: [256, 186, 380, 468]
- tax-headline: ಸರ್ಕಾರ ಯಾವುದೇ ಟ್ಯಾಕ್ಸ್ ಹಾಕದೇ ಅಭಿವೃದ್ಧಿ ಮಾಡಲು ಸಾದ್ಯವಿಲ್ಲ: [363, 150, 806, 174]
- vaidya-headline-2: ಸಾರ್ವಜನಿಕರ ನಡುವೆ: [749, 514, 864, 534]
- date-english: THURSDAY 27 June 2024: [761, 107, 913, 120]
- bandh-under-c1: [256, 1086, 362, 1314]
- vaidya-body-narrow: [700, 924, 776, 1074]
- vaidya-photo-right: [846, 924, 914, 1076]
- masthead-tagline: ಕನ್ನಡ ದಿನಪತ್ರಿಕೆ: [521, 119, 573, 130]
- tax-col-1-text: ಬೆಳಗಾವಿ: 'ಯಾವುದೇ ಸರ್ಕಾರ ಟ್ಯಾಕ್ಸ್ ಹಾಕದೇ ಅಭಿವೃದ್ಧಿ ಮಾಡಲು ಸಾಧ್ಯವಿಲ್ಲ' ಎಂದು ಕೆಪಿಸಿಸಿ ಅಧ್ಯಕ್ಷ, ಉಪಮುಖ್ಯಮಂತ್ರಿ ಡಿ.ಕೆ.ಶಿವಕುಮಾರ್ ಹೇಳಿದರು. ಬೆಳಗಾವಿಯಲ್ಲಿ ಬುಧವಾರ ಮಾಧ್ಯಮಗಳ ಜತೆ ಮಾತನಾಡಿದ ಅವರು, 'ಜನರಿಗೆ ಹೊರೆ ಆಗದಂತೆ ಸರ್ಕಾರ ನಡೆಸುತ್ತಿದೆ. ದೇಶದಲ್ಲಿ ಏರಿಕೆ ಆಗುತ್ತಿದೆ. ಕೆಲವು ಕ್ರಮಗಳನ್ನು ಕೈಗೊಳ್ಳಲಾಗುತ್ತಿದೆ. ಬಿಜೆಪಿ ಕಾಂಗ್ರೆಸ್ ಭರವಸೆಗಳನ್ನು ಟೀಕಿಸುತ್ತಿದೆ' ಎಂದರು. ಜಿಲ್ಲಾ ಕಾಂಗ್ರೆಸ್ ಭವನದಲ್ಲಿಂದು ಮಾಧ್ಯಮಗಳ ಜೊತೆ ಮಾತನಾಡಿದ ಅವರು, 'ದೈತಾರಿ ಕೊಡುವ ಸಮಿತಿ, ಆನಂದವಾಗಿ ಕೊಡ ಏರಿಕೆ ಆಗುತ್ತದೆ. ಸರ್ಕಾರ ಯಾವುದೇ ಟ್ಯಾಕ್ಸ್ ಹಾಕದೇ ಅಭಿವೃದ್ಧಿ ಮಾಡಲು ಸಾಧ್ಯವಿಲ್ಲ. ಅಭಿವೃದ್ಧಿಯಾಗಿ ಎಂದರೆ ಬೆಲೆ ಏರಿಕೆ ಮಾಡುವುದೇ ಆಗಿದೆ' ಎಂದರು. 'ಕೇಂದ್ರ ಸರ್ಕಾರ ಪೆಟ್ರೋಲ್, ಡೀಸೆಲ್ ದರ ಮತ್ತು ನೀಡ ಕೊಡುವ ಬೆಲೆ ಮಾಡುತ್ತಿದೆ' ಎಂದರು.: [256, 186, 380, 345]
- madaka-kicker: ಯುವ ಸಮುದಾಯವನ್ನು ಹಾಳು ಮಾಡುತ್ತಿರುವ: [68, 148, 220, 186]
- vaidya-quote-2: ಸರಕಾರಿ ಆಸ್ಪತ್ರೆಗೆ ಚಿಕ್ಕರಂಗಯ್ಯ ಚಿಕಿತ್ಸೆಗೆ ಬಂದಾಗ ಡಾ.ಸನ್‌ನ್ ನಡುವೆ ವಾಗ್ವಾದ ನಡೆದಿದೆ. ಆಸ್ಪತ್ರೆಗೆ ಬರುವ ರೋಗಿಗಳ ಬಗ್ಗೆ ಸೌಮ್ಯತೆಯಿಂದ ವರ್ತಿಸಲು ಈಗಾಗಲೇ ಸಿಬ್ಬಂದಿಗೆ ಸೂಚನೆ ನೀಡಲಾಗಿದೆ. ದೂರು ಬಗ್ಗೆ ತನಿಖೆ ನಡೆಸಿ ತಪ್ಪು ಯಾರದ್ದೆಂದು ಪತ್ತೆ ಹಚ್ಚಿ ಕ್ರಮ ಕೈಗೊಳ್ಳಲಾಗುವುದು. ಅರೋಗ್ಯ ಇಲಾಖೆಗೆ ಘಟನೆಯ ಬಗ್ಗೆ ವರದಿ ನೀಡಲಾಗುವುದು.: [706, 660, 907, 699]
- vaidya-body-2: [700, 1078, 912, 1244]
- masthead-underline: [89, 136, 913, 138]
- tax-col-2: [388, 186, 518, 468]
- bandh-under-c1-text: ಎಂದು ಮಾಜಿ ಶಾಸಕ ಪಿ.ಆರ್ ಸುಧಾಕರ್ ಲಾಲ್ ರಾಜ್ಯ ಸರ್ಕಾರಕ್ಕೆ ಎಚ್ಚರಿಕೆ ನೀಡಿದರು. ತುಮಕೂರು ಜಿಲ್ಲೆಯಲ್ಲಿ ಕಾವೇರಿ ನೀರಾವರಿ ನಿಗಮದಿಂದ ನಡೆಯುತ್ತಿರುವ ಹೇಮಾವತಿ ಲಿಂಕ್ ಕಾಮಗಾರಿ ವಿರೋಧಿಸಿ ಬಂದ್‌ಗೆ ರೈತ ಸಂಘಟನೆಗಳು, ಹೋರಾಟ ಸಮಿತಿ, ವಿವಿಧ ಕನ್ನಡಪರ ಸಂಘಟನೆಗಳು ಬೆಂಬಲ ಸೂಚಿಸಿ ಹೇಮಾವತಿ ಬಂದ್‌ಗೆ ಕರೆ ನೀಡಿದ ಹಿನ್ನೆಲೆ ಕೊರಟಗೆರೆಯಲ್ಲಿ ಸಹ ಬಂದ್‌ಗೆ ಕರೆ ನೀಡಿ ಪಟ್ಟಣದ ಕೆ ಎಸ್ ಆರ್ ಟಿ ಸಿ ಬಸ್‌ನಿಲ್ದಾಣದಿಂದ ತಾಲೂಕು ಕಚೇರಿಯವರೆಗೆ ಬೃಹತ್ ಪ್ರತಿಭಟನೆ ನಡೆಸಿ,: [256, 1086, 362, 1205]
- hemavathi-quote-box-1: [256, 606, 690, 666]
- bandh-box-title: ಕೊರಟಗೆರೆ ಬಂದ್ ಯಶಸ್ವಿ: [415, 751, 537, 767]
- madaka-body-3: [40, 624, 245, 656]
- vaidya-body-narrow-text: ಡಾಸನ್‌ನ್ ಜೂ.24ರ ಸೋಮವಾರ ಬೆ.9ರಿಂದ ಜೂ.25ರ ಮಂಗಳವಾರ ಬೆ.9ರ ವರೆಗೆ ಕರ್ತವ್ಯದಲ್ಲಿದ್ದ ವೈದ್ಯರು. ಆದರೇ ಡಾಸನ್‌ನ್‌ಗೆ ಆಸ್ಪತ್ರೆಯಲ್ಲಿ ಜೂ.25ರ ಬೆ.11ರ ನಂತರ ಅವರು ಕರ್ತವ್ಯದಲ್ಲಿ ಇಲ್ಲವಾದರೂ ಆಗಮಿಸಿದ್ದಾರೆ.: [700, 924, 776, 1003]
